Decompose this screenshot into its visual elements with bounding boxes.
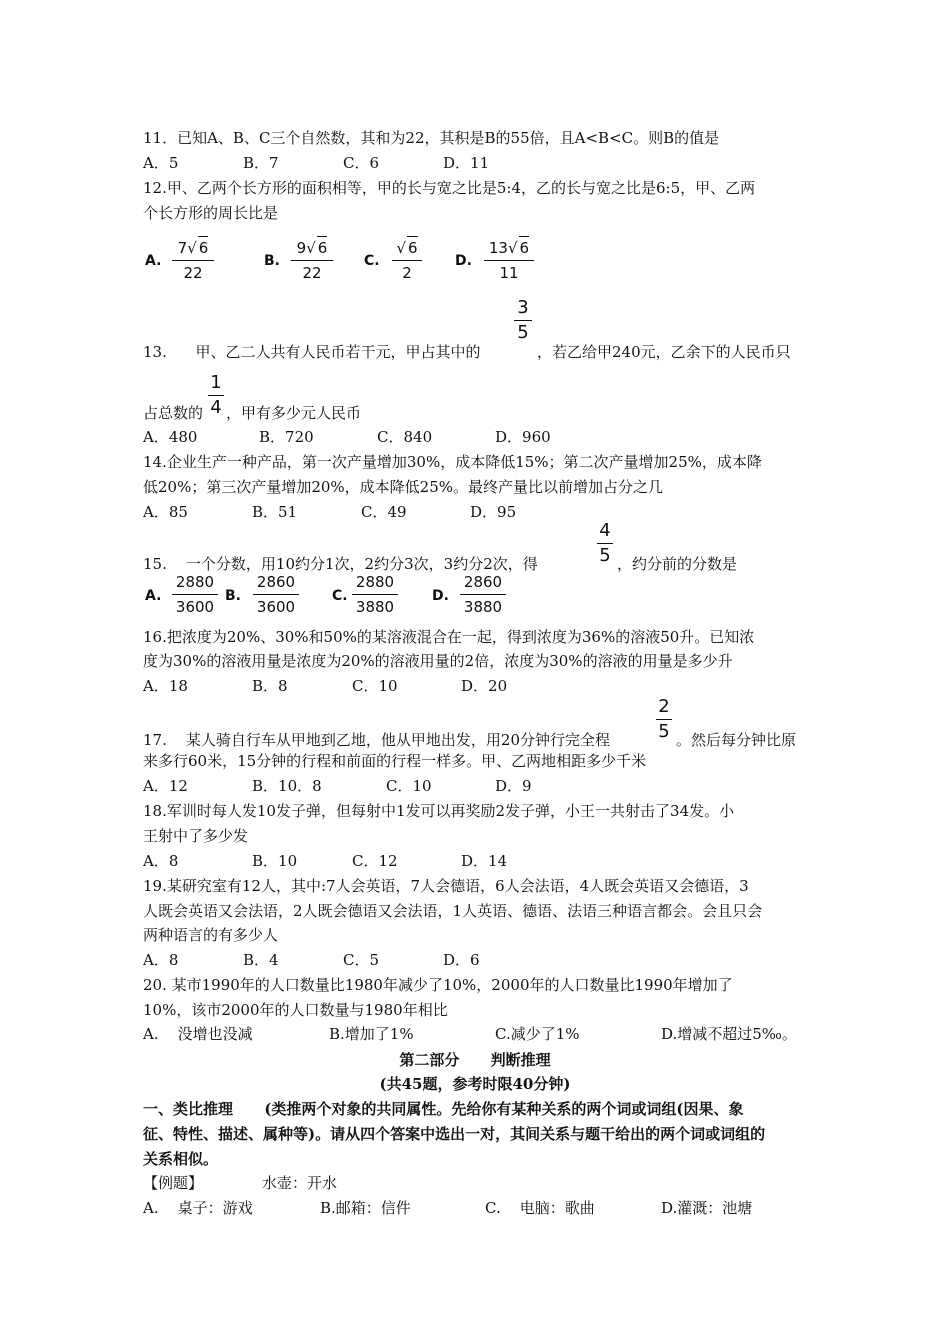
q20-option-b: B.增加了1% (329, 1025, 414, 1043)
q16-option-b: B．8 (252, 677, 288, 695)
q17-stem-line1b: 。然后每分钟比原 (676, 731, 797, 749)
q16-stem-line2: 度为30%的溶液用量是浓度为20%的溶液用量的2倍，浓度为30%的溶液的用量是多少升 (143, 652, 733, 670)
q15-option-c-fraction: 2880 3880 (352, 571, 398, 618)
q11-option-a: A．5 (143, 154, 179, 172)
q19-stem-line2: 人既会英语又会法语，2人既会德语又会法语，1人英语、德语、法语三种语言都会。会且只会 (143, 902, 763, 920)
q12-option-c-fraction: √ 6 2 (392, 236, 422, 284)
q13-stem-line1b: ，若乙给甲240元，乙余下的人民币只 (537, 343, 791, 361)
q18-stem-line2: 王射中了多少发 (143, 827, 249, 845)
q14-stem-line1: 14.企业生产一种产品，第一次产量增加30%，成本降低15%；第二次产量增加25%，成本降 (143, 453, 762, 471)
example-option-d: D.灌溉：池塘 (661, 1199, 753, 1217)
q18-option-a: A．8 (143, 852, 179, 870)
q20-option-d: D.增减不超过5‰。 (661, 1025, 797, 1043)
q20-option-a: A. 没增也没减 (143, 1025, 253, 1043)
q15-option-c-label: C. (332, 588, 348, 604)
section1-heading-line2: 征、特性、描述、属种等)。请从四个答案中选出一对，其间关系与题干给出的两个词或词组的 (143, 1125, 766, 1143)
section1-heading-line1: 一、类比推理 (类推两个对象的共同属性。先给你有某种关系的两个词或词组(因果、象 (143, 1100, 744, 1118)
q19-option-d: D．6 (443, 951, 480, 969)
q20-stem-line1: 20. 某市1990年的人口数量比1980年减少了10%，2000年的人口数量比1990年增加了 (143, 976, 733, 994)
example-label: 【例题】 (143, 1174, 204, 1192)
q17-option-d: D．9 (495, 777, 532, 795)
q19-option-b: B．4 (243, 951, 279, 969)
q15-option-b-fraction: 2860 3600 (253, 571, 299, 618)
q12-stem-line1: 12.甲、乙两个长方形的面积相等，甲的长与宽之比是5:4，乙的长与宽之比是6:5，甲、乙两 (143, 179, 756, 197)
q12-option-a-label: A. (145, 253, 162, 269)
q13-option-b: B．720 (259, 428, 314, 446)
q12-option-a-fraction: 7√ 6 22 (172, 236, 214, 284)
example-option-c: C. 电脑：歌曲 (485, 1199, 595, 1217)
q20-option-c: C.减少了1% (495, 1025, 580, 1043)
q12-stem-line2: 个长方形的周长比是 (143, 204, 279, 222)
part2-subtitle: (共45题，参考时限40分钟) (379, 1075, 571, 1093)
q12-option-c-label: C. (364, 253, 380, 269)
q13-fraction-3-5: 3 5 (514, 297, 532, 344)
q15-option-b-label: B. (225, 588, 241, 604)
q14-option-d: D．95 (470, 503, 517, 521)
q19-option-a: A．8 (143, 951, 179, 969)
q17-stem-line1a: 17. 某人骑自行车从甲地到乙地，他从甲地出发，用20分钟行完全程 (143, 731, 611, 749)
q17-stem-line2: 来多行60米，15分钟的行程和前面的行程一样多。甲、乙两地相距多少千米 (143, 752, 647, 770)
q13-stem-line2b: ，甲有多少元人民币 (226, 404, 362, 422)
q16-option-d: D．20 (461, 677, 508, 695)
q14-option-b: B．51 (252, 503, 298, 521)
q15-option-a-fraction: 2880 3600 (172, 571, 218, 618)
q14-option-c: C．49 (361, 503, 407, 521)
q13-option-d: D．960 (495, 428, 551, 446)
example-option-a: A. 桌子：游戏 (143, 1199, 253, 1217)
q18-stem-line1: 18.军训时每人发10发子弹，但每射中1发可以再奖励2发子弹，小王一共射击了34发。小 (143, 802, 735, 820)
q19-stem-line1: 19.某研究室有12人，其中:7人会英语，7人会德语，6人会法语，4人既会英语又会德语，3 (143, 877, 749, 895)
section1-heading-line3: 关系相似。 (143, 1150, 219, 1168)
q20-stem-line2: 10%，该市2000年的人口数量与1980年相比 (143, 1001, 448, 1019)
q18-option-c: C．12 (352, 852, 398, 870)
q11-option-d: D．11 (443, 154, 490, 172)
part2-title: 第二部分 判断推理 (399, 1051, 551, 1069)
q14-option-a: A．85 (143, 503, 188, 521)
q15-fraction-4-5: 4 5 (597, 520, 613, 567)
q16-option-c: C．10 (352, 677, 398, 695)
q12-option-d-fraction: 13√ 6 11 (484, 236, 534, 284)
q15-stem-a: 15. 一个分数，用10约分1次，2约分3次，3约分2次，得 (143, 555, 538, 573)
q18-option-d: D．14 (461, 852, 508, 870)
q16-option-a: A．18 (143, 677, 188, 695)
q17-fraction-2-5: 2 5 (656, 696, 672, 743)
q11-option-b: B．7 (243, 154, 279, 172)
q17-option-c: C．10 (386, 777, 432, 795)
q18-option-b: B．10 (252, 852, 298, 870)
example-stem: 水壶：开水 (262, 1174, 338, 1192)
q11-option-c: C．6 (343, 154, 380, 172)
q12-option-b-fraction: 9√ 6 22 (291, 236, 333, 284)
q15-option-a-label: A. (145, 588, 162, 604)
q15-stem-b: ，约分前的分数是 (617, 555, 738, 573)
q11-stem: 11．已知A、B、C三个自然数，其和为22，其积是B的55倍，且A<B<C。则B的值是 (143, 129, 720, 147)
q13-stem-line1a: 13. 甲、乙二人共有人民币若干元，甲占其中的 (143, 343, 481, 361)
q19-option-c: C．5 (343, 951, 380, 969)
example-option-b: B.邮箱：信件 (320, 1199, 411, 1217)
q13-fraction-1-4: 1 4 (208, 372, 224, 419)
q19-stem-line3: 两种语言的有多少人 (143, 926, 279, 944)
q12-option-d-label: D. (455, 253, 472, 269)
q17-option-b: B．10．8 (252, 777, 322, 795)
q15-option-d-fraction: 2860 3880 (460, 571, 506, 618)
q16-stem-line1: 16.把浓度为20%、30%和50%的某溶液混合在一起，得到浓度为36%的溶液50升。已知浓 (143, 628, 755, 646)
q13-option-c: C．840 (377, 428, 433, 446)
q17-option-a: A．12 (143, 777, 188, 795)
q15-option-d-label: D. (432, 588, 449, 604)
q14-stem-line2: 低20%；第三次产量增加20%，成本降低25%。最终产量比以前增加占分之几 (143, 478, 664, 496)
q13-stem-line2a: 占总数的 (143, 404, 204, 422)
q13-option-a: A．480 (143, 428, 198, 446)
q12-option-b-label: B. (264, 253, 280, 269)
